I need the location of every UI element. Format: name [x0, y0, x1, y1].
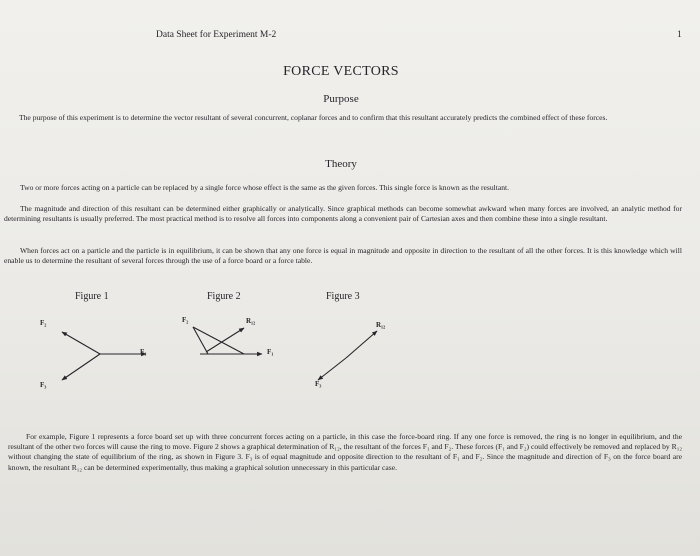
example-paragraph: For example, Figure 1 represents a force board set up with three concurrent forces acting on a particle, in this case the force-board ring. If any one force is removed, the ring is no longer in equilibrium, and the resultant of the other two forces will cause the ring to move. Figure 2 shows a graphical determination of R₁₂, the resultant of the forces F₁ and F₂. These forces (F₁ and F₂) could effectively be removed and replaced by R₁₂ without changing the state of equilibrium of the ring, as shown in Figure 3. F₃ is of equal magnitude and opposite direction to the resultant of F₁ and F₂. Since the magnitude and direction of F₃ on the force board are known, the resultant R₁₂ can be determined experimentally, thus making a graphical solution unnecessary in this particular case. [8, 432, 682, 472]
figure-1-label: Figure 1 [75, 291, 109, 302]
theory-paragraph-2: The magnitude and direction of this resultant can be determined either graphically or analytically. Since graphical methods can become somewhat awkward when many forces are involved, an analytic method for determining resultants is usually preferred. The most practical method is to resolve all forces into components along a convenient pair of Cartesian axes and then combine these into a single resultant. [4, 204, 682, 224]
purpose-paragraph: The purpose of this experiment is to determine the vector resultant of several concurrent, coplanar forces and to confirm that this resultant accurately predicts the combined effect of these forces. [19, 113, 608, 122]
figure-1-f3-vector [62, 354, 100, 380]
header-title: Data Sheet for Experiment M-2 [156, 30, 277, 40]
figure-3-label: Figure 3 [326, 291, 360, 302]
figure-1-f1-label: F₁ [140, 348, 147, 356]
figure-3-r12-vector [346, 331, 377, 358]
figure-2-label: Figure 2 [207, 291, 241, 302]
page-title: FORCE VECTORS [283, 64, 399, 79]
figure-2-r12-label: R₁₂ [246, 317, 256, 325]
figure-1-f2-vector [62, 332, 100, 354]
purpose-heading: Purpose [323, 93, 359, 105]
theory-paragraph-1: Two or more forces acting on a particle can be replaced by a single force whose effect is the same as the given forces. This single force is known as the resultant. [20, 183, 510, 192]
theory-heading: Theory [325, 158, 357, 170]
figure-1-f2-label: F₂ [40, 319, 47, 327]
figure-3-f3-label: F₃ [315, 380, 322, 388]
page-number: 1 [677, 30, 682, 40]
figure-2-f1-label: F₁ [267, 348, 274, 356]
figure-2-r12-vector [206, 328, 244, 352]
figure-3-f3-vector [318, 358, 346, 380]
figure-1-f3-label: F₃ [40, 381, 47, 389]
figure-3-r12-label: R₁₂ [376, 321, 386, 329]
figure-2-f2-label: F₂ [182, 316, 189, 324]
theory-paragraph-3: When forces act on a particle and the particle is in equilibrium, it can be shown that any one force is equal in magnitude and opposite in direction to the resultant of all the other forces. It is this knowledge which will enable us to determine the resultant of several forces through the use of a force board or a force table. [4, 246, 682, 266]
